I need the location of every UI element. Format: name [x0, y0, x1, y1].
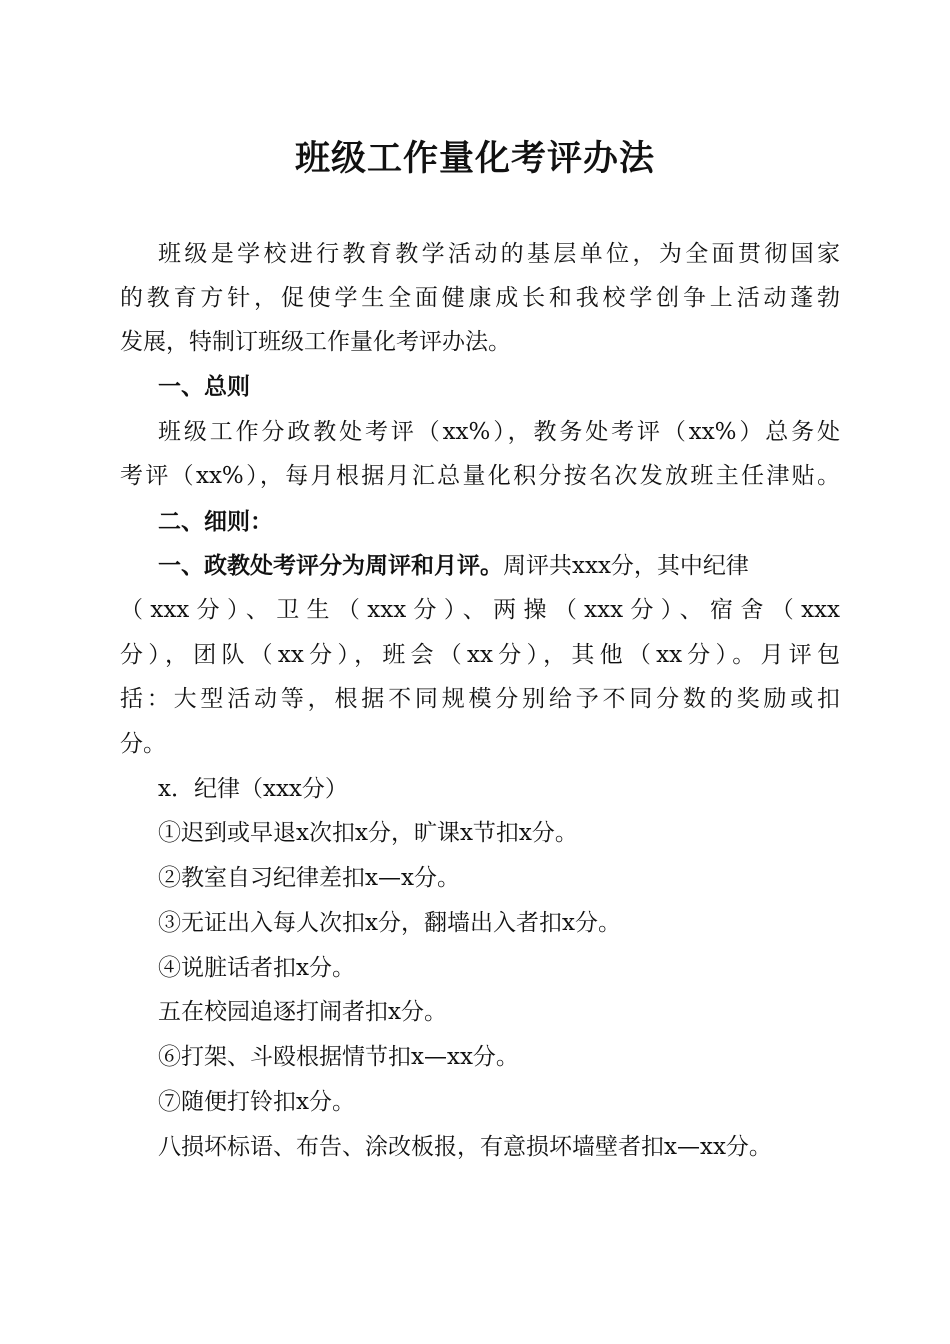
rule-1-line-2: （xxx分）、卫生（xxx分）、两操（xxx分）、宿舍（xxx — [120, 597, 840, 623]
section-heading-details: 二、细则： — [158, 509, 273, 535]
rule-1-lead-rest: 周评共xxx分，其中纪律 — [503, 553, 749, 579]
discipline-item: ②教室自习纪律差扣x—x分。 — [158, 865, 460, 891]
discipline-item: ⑥打架、斗殴根据情节扣x—xx分。 — [158, 1044, 519, 1070]
section-heading-general: 一、总则 — [158, 374, 250, 400]
discipline-item: ⑦随便打铃扣x分。 — [158, 1089, 355, 1115]
intro-line-3: 发展，特制订班级工作量化考评办法。 — [120, 329, 511, 355]
intro-line-2: 的教育方针，促使学生全面健康成长和我校学创争上活动蓬勃 — [120, 285, 840, 311]
document-title: 班级工作量化考评办法 — [294, 139, 655, 179]
rule-1-line-5: 分。 — [120, 731, 166, 757]
rule-1-line-4: 括：大型活动等，根据不同规模分别给予不同分数的奖励或扣 — [120, 686, 840, 712]
discipline-item: ④说脏话者扣x分。 — [158, 955, 355, 981]
discipline-heading: x．纪律（xxx分） — [158, 776, 348, 802]
rule-1-line-3: 分），团队（xx分），班会（xx分），其他（xx分）。月评包 — [120, 642, 840, 668]
intro-line-1: 班级是学校进行教育教学活动的基层单位，为全面贯彻国家 — [158, 241, 840, 267]
general-line-1: 班级工作分政教处考评（xx%），教务处考评（xx%）总务处 — [158, 419, 840, 445]
rule-1-first-line — [158, 548, 840, 584]
rule-1-lead: 一、政教处考评分为周评和月评。 — [158, 553, 503, 579]
discipline-item: 五在校园追逐打闹者扣x分。 — [158, 999, 447, 1025]
discipline-item: 八损坏标语、布告、涂改板报，有意损坏墙壁者扣x—xx分。 — [158, 1134, 772, 1160]
discipline-item: ③无证出入每人次扣x分，翻墙出入者扣x分。 — [158, 910, 621, 936]
discipline-item: ①迟到或早退x次扣x分，旷课x节扣x分。 — [158, 820, 578, 846]
general-line-2: 考评（xx%），每月根据月汇总量化积分按名次发放班主任津贴。 — [120, 463, 840, 489]
